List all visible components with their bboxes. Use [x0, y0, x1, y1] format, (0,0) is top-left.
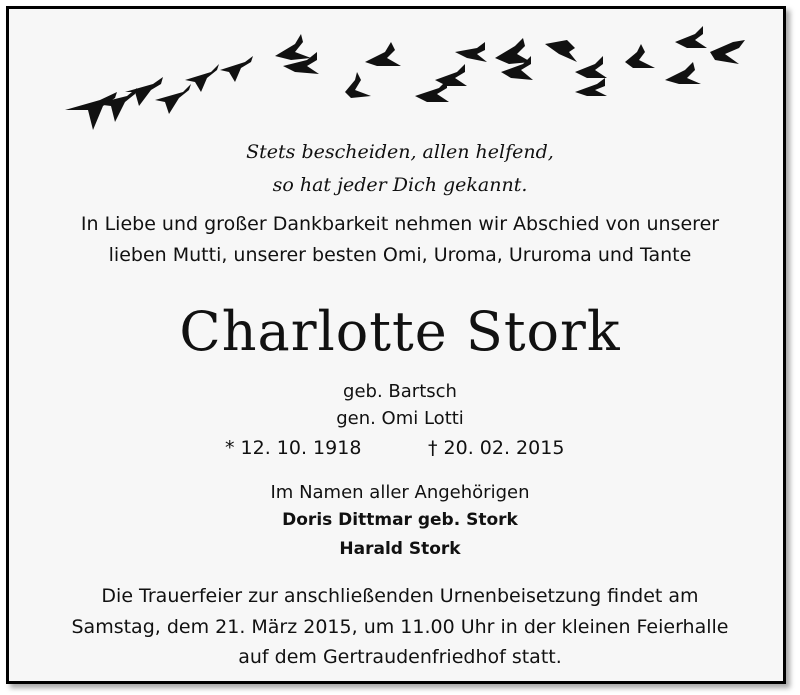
motto-line-1: Stets bescheiden, allen helfend,	[246, 141, 554, 163]
motto-line-2: so hat jeder Dich gekannt.	[272, 174, 528, 196]
mourner-1: Doris Dittmar geb. Stork	[282, 510, 518, 530]
flying-cranes-icon	[55, 22, 755, 142]
ceremony-line-1: Die Trauerfeier zur anschließenden Urnenbeisetzung findet am	[101, 585, 699, 607]
ceremony-line-2: Samstag, dem 21. März 2015, um 11.00 Uhr in der kleinen Feierhalle	[71, 616, 729, 638]
family-intro: Im Namen aller Angehörigen	[270, 482, 530, 503]
birth-name: geb. Bartsch	[343, 381, 457, 402]
ceremony-line-3: auf dem Gertraudenfriedhof statt.	[238, 646, 562, 668]
intro-line-2: lieben Mutti, unserer besten Omi, Uroma, Ururoma und Tante	[108, 244, 692, 266]
birth-date: * 12. 10. 1918	[225, 437, 362, 459]
mourner-2: Harald Stork	[339, 539, 461, 559]
deceased-name: Charlotte Stork	[179, 300, 621, 363]
intro-line-1: In Liebe und großer Dankbarkeit nehmen wir Abschied von unserer	[80, 213, 720, 235]
death-date: † 20. 02. 2015	[428, 437, 565, 459]
nickname: gen. Omi Lotti	[336, 408, 464, 429]
